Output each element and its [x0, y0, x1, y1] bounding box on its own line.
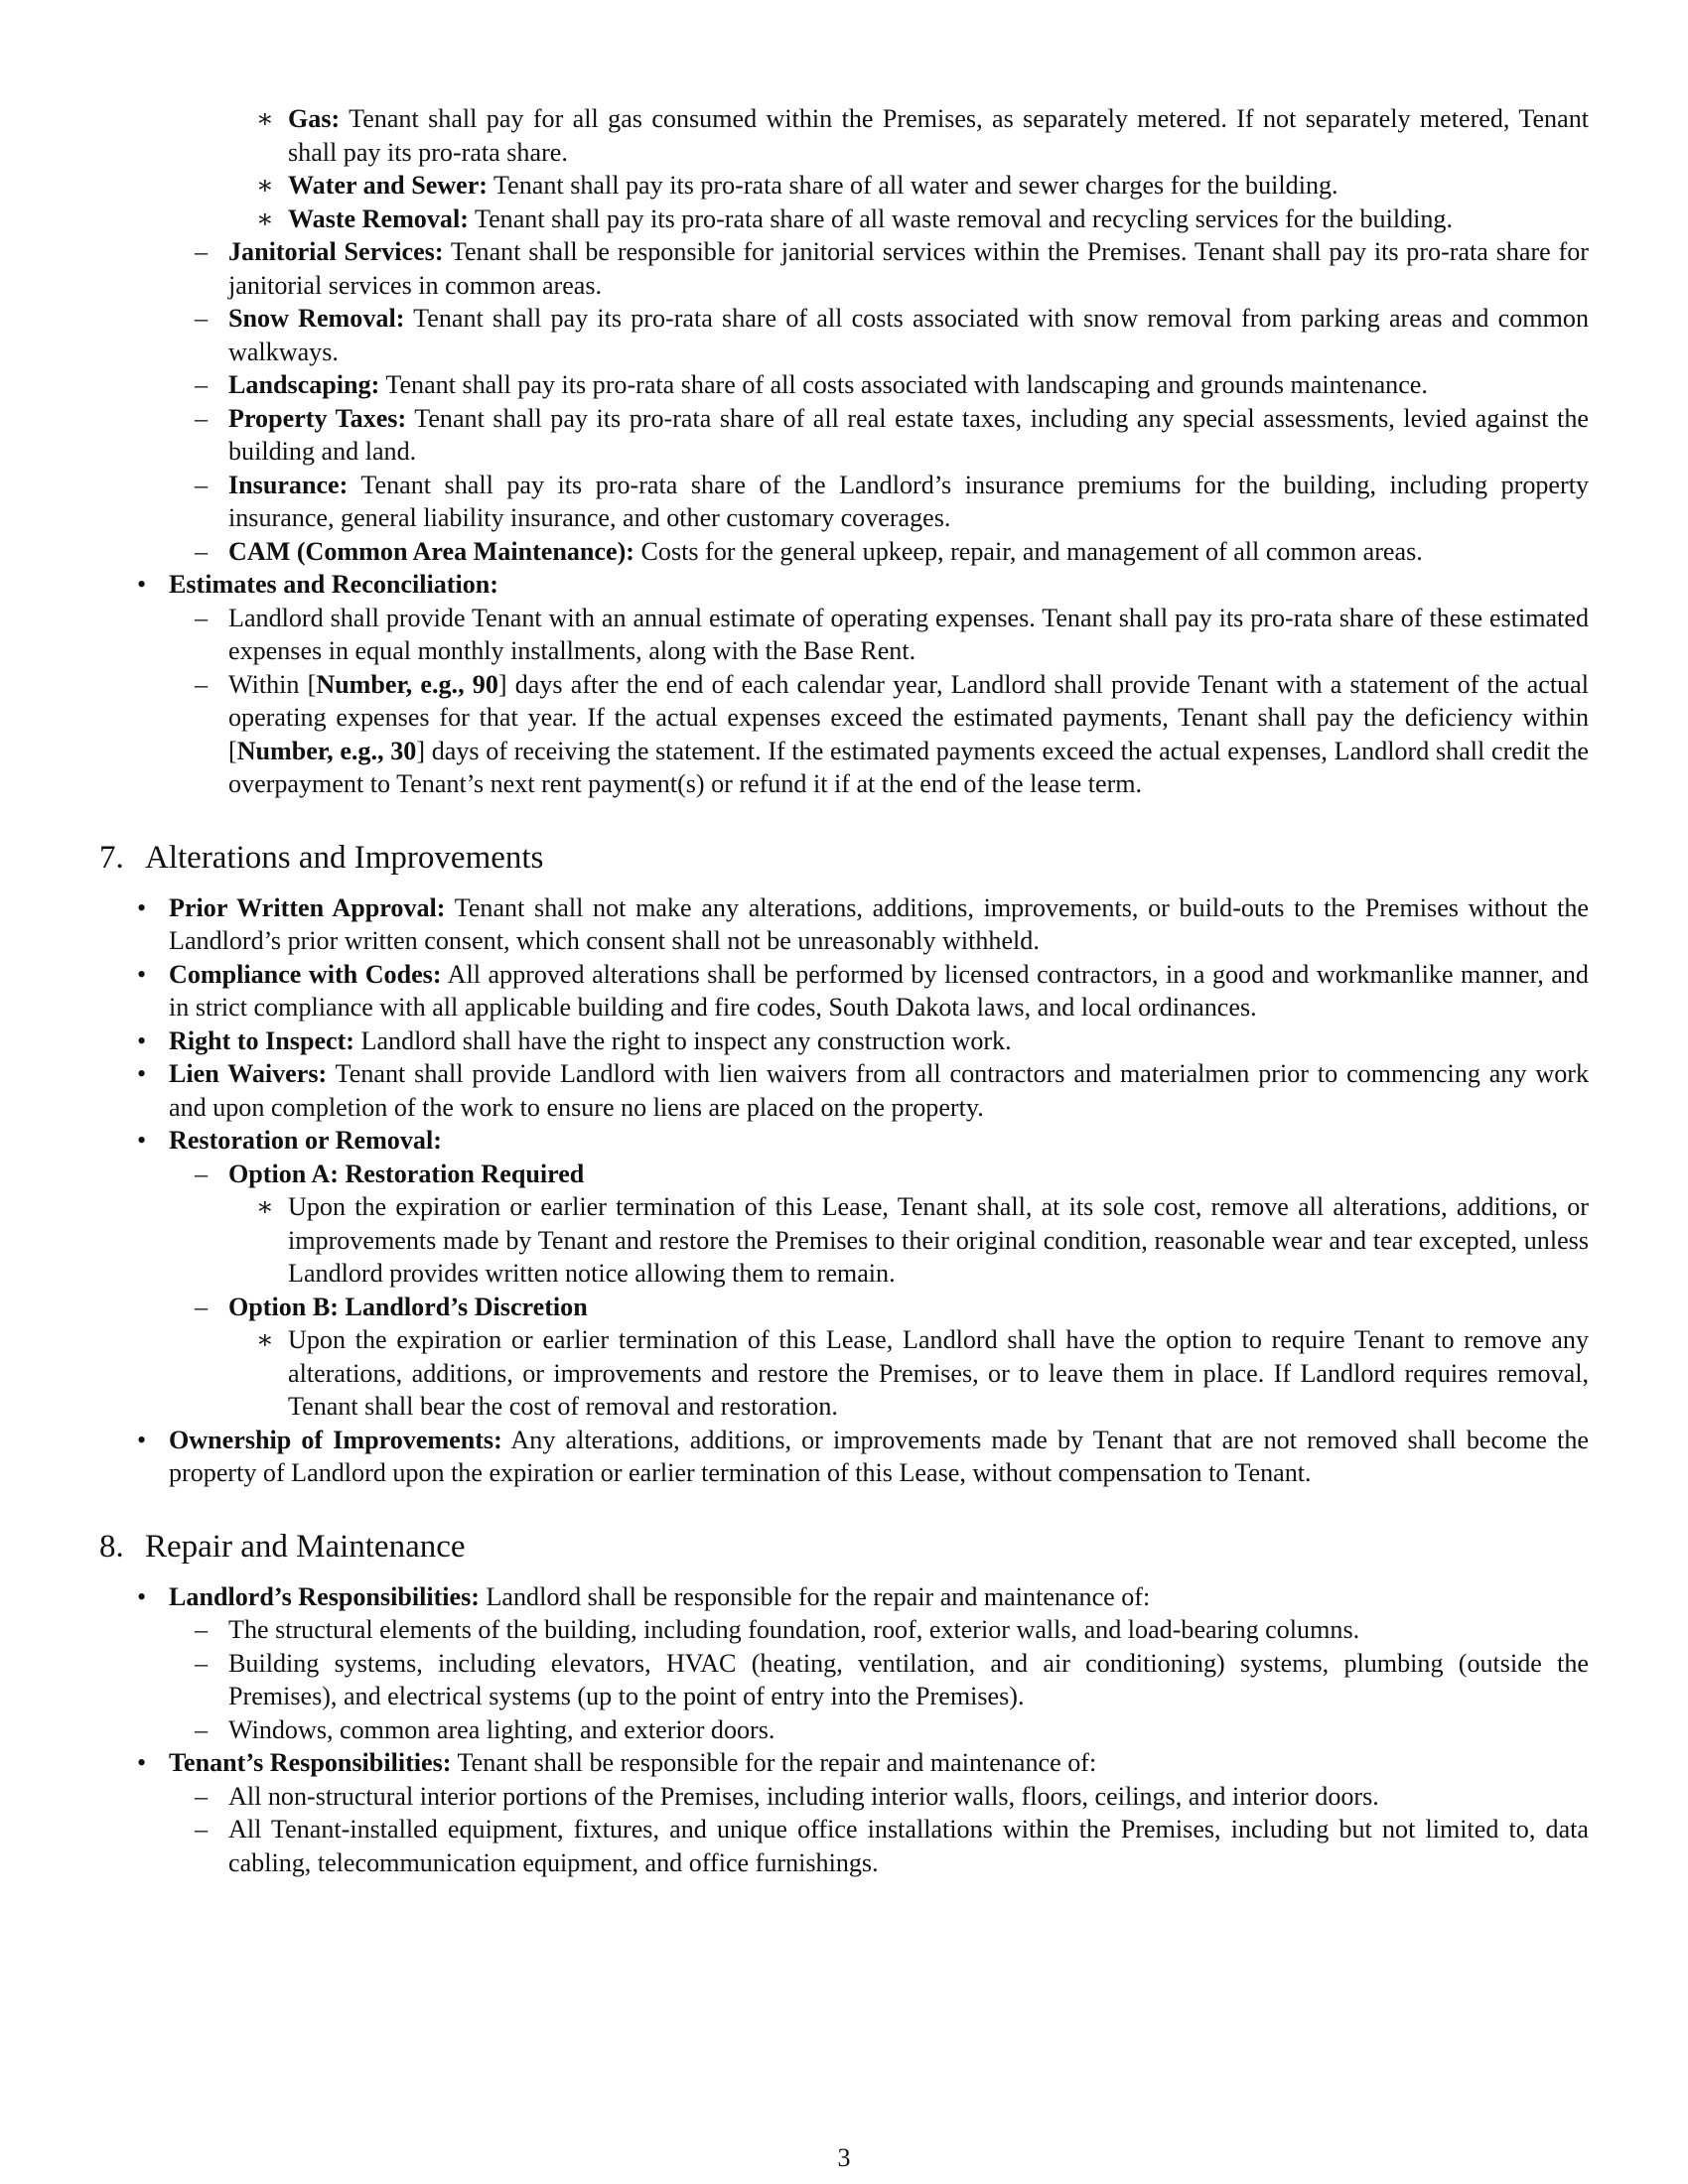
list-item: • Tenant’s Responsibilities: Tenant shall be responsible for the repair and maintenance of: – All non-structural interior portions of the Premises, including interior walls, floors, ceilings, and interior doors. – All Tenant-installed equipment, fixtures, and unique office installations within the Premises, including but not limited to, data cabling, telecommunication equipment, and office furnishings. [99, 1746, 1589, 1879]
section-heading: 7. Alterations and Improvements [99, 839, 544, 876]
section-7-list [99, 891, 1589, 1490]
list-item: – Property Taxes: Tenant shall pay its pro-rata share of all real estate taxes, including any special assessments, levied against the building and land. [169, 402, 1589, 469]
section-heading: 8. Repair and Maintenance [99, 1528, 466, 1565]
list-item: • Ownership of Improvements: Any alterations, additions, or improvements made by Tenant that are not removed shall become the property of Landlord upon the expiration or earlier termination of this Lease, without compensation to Tenant. [99, 1424, 1589, 1490]
section-8-list [99, 1580, 1589, 1880]
list-item: – Building systems, including elevators, HVAC (heating, ventilation, and air conditioning) systems, plumbing (outside the Premises), and electrical systems (up to the point of entry into the Premises). [169, 1647, 1589, 1713]
tenant-responsibilities [169, 1780, 1589, 1880]
estimates-list [99, 568, 1589, 801]
utilities-list [228, 102, 1589, 235]
list-item: – The structural elements of the building, including foundation, roof, exterior walls, and load-bearing columns. [169, 1613, 1589, 1647]
list-item: – Option B: Landlord’s Discretion ∗ Upon the expiration or earlier termination of this Lease, Landlord shall have the option to require Tenant to remove any alterations, additions, or improvements and restore the Premises, or to leave them in place. If Landlord requires removal, Tenant shall bear the cost of removal and restoration. [169, 1291, 1589, 1424]
option-b-details [228, 1323, 1589, 1424]
list-item: – Janitorial Services: Tenant shall be responsible for janitorial services within the Premises. Tenant shall pay its pro-rata share for janitorial services in common areas. [169, 235, 1589, 302]
list-item: ∗ Water and Sewer: Tenant shall pay its pro-rata share of all water and sewer charges for the building. [228, 169, 1589, 203]
list-item: – Insurance: Tenant shall pay its pro-rata share of the Landlord’s insurance premiums for the building, including property insurance, general liability insurance, and other customary coverages. [169, 469, 1589, 535]
estimates-sublist [169, 602, 1589, 801]
list-item: ∗ Waste Removal: Tenant shall pay its pro-rata share of all waste removal and recycling services for the building. [228, 203, 1589, 236]
list-item: • Right to Inspect: Landlord shall have the right to inspect any construction work. [99, 1024, 1589, 1058]
restoration-options [169, 1158, 1589, 1424]
list-item: ∗ Upon the expiration or earlier termination of this Lease, Landlord shall have the option to require Tenant to remove any alterations, additions, or improvements and restore the Premises, or to leave them in place. If Landlord requires removal, Tenant shall bear the cost of removal and restoration. [228, 1323, 1589, 1424]
list-item: – Windows, common area lighting, and exterior doors. [169, 1713, 1589, 1747]
list-item: • Estimates and Reconciliation: – Landlord shall provide Tenant with an annual estimate of operating expenses. Tenant shall pay its pro-rata share of these estimated expenses in equal monthly installments, along with the Base Rent. – Within [Number, e.g., 90] days after the end of each calendar year, Landlord shall provide Tenant with a statement of the actual operating expenses for that year. If the actual expenses exceed the estimated payments, Tenant shall pay the deficiency within [Number, e.g., 30] days of receiving the statement. If the estimated payments exceed the actual expenses, Landlord shall credit the overpayment to Tenant’s next rent payment(s) or refund it if at the end of the lease term. [99, 568, 1589, 801]
list-item: – Option A: Restoration Required ∗ Upon the expiration or earlier termination of this Lease, Tenant shall, at its sole cost, remove all alterations, additions, or improvements made by Tenant and restore the Premises to their original condition, reasonable wear and tear excepted, unless Landlord provides written notice allowing them to remain. [169, 1158, 1589, 1291]
list-item: • Landlord’s Responsibilities: Landlord shall be responsible for the repair and maintenance of: – The structural elements of the building, including foundation, roof, exterior walls, and load-bearing columns. – Building systems, including elevators, HVAC (heating, ventilation, and air conditioning) systems, plumbing (outside the Premises), and electrical systems (up to the point of entry into the Premises). – Windows, common area lighting, and exterior doors. [99, 1580, 1589, 1747]
page-number: 3 [837, 2143, 851, 2172]
list-item: • Lien Waivers: Tenant shall provide Landlord with lien waivers from all contractors and materialmen prior to commencing any work and upon completion of the work to ensure no liens are placed on the property. [99, 1057, 1589, 1124]
list-item: – Landscaping: Tenant shall pay its pro-rata share of all costs associated with landscaping and grounds maintenance. [169, 368, 1589, 402]
list-item: ∗ Upon the expiration or earlier termination of this Lease, Tenant shall, at its sole cost, remove all alterations, additions, or improvements made by Tenant and restore the Premises to their original condition, reasonable wear and tear excepted, unless Landlord provides written notice allowing them to remain. [228, 1190, 1589, 1291]
list-item: – CAM (Common Area Maintenance): Costs for the general upkeep, repair, and management of all common areas. [169, 535, 1589, 569]
option-a-details [228, 1190, 1589, 1291]
list-item: • Compliance with Codes: All approved alterations shall be performed by licensed contractors, in a good and workmanlike manner, and in strict compliance with all applicable building and fire codes, South Dakota laws, and local ordinances. [99, 958, 1589, 1024]
list-item: • Restoration or Removal: – Option A: Restoration Required ∗ Upon the expiration or earlier termination of this Lease, Tenant shall, at its sole cost, remove all alterations, additions, or improvements made by Tenant and restore the Premises to their original condition, reasonable wear and tear excepted, unless Landlord provides written notice allowing them to remain. – Option B: Landlord’s Discretion ∗ Upon the expiration or earlier termination of this Lease, Landlord shall have the option to require Tenant to remove any alterations, additions, or improvements and restore the Premises, or to leave them in place. If Landlord requires removal, Tenant shall bear the cost of removal and restoration. [99, 1124, 1589, 1424]
list-item: – Snow Removal: Tenant shall pay its pro-rata share of all costs associated with snow removal from parking areas and common walkways. [169, 302, 1589, 368]
list-item: – Landlord shall provide Tenant with an annual estimate of operating expenses. Tenant shall pay its pro-rata share of these estimated expenses in equal monthly installments, along with the Base Rent. [169, 602, 1589, 668]
document-page [99, 102, 1589, 1879]
list-item: – All Tenant-installed equipment, fixtures, and unique office installations within the Premises, including but not limited to, data cabling, telecommunication equipment, and office furnishings. [169, 1813, 1589, 1879]
landlord-responsibilities [169, 1613, 1589, 1746]
operating-expenses-list [169, 235, 1589, 568]
list-item: • Prior Written Approval: Tenant shall not make any alterations, additions, improvements, or build-outs to the Premises without the Landlord’s prior written consent, which consent shall not be unreasonably withheld. [99, 891, 1589, 958]
list-item: – All non-structural interior portions of the Premises, including interior walls, floors, ceilings, and interior doors. [169, 1780, 1589, 1814]
list-item: ∗ Gas: Tenant shall pay for all gas consumed within the Premises, as separately metered. If not separately metered, Tenant shall pay its pro-rata share. [228, 102, 1589, 169]
list-item: – Within [Number, e.g., 90] days after the end of each calendar year, Landlord shall provide Tenant with a statement of the actual operating expenses for that year. If the actual expenses exceed the estimated payments, Tenant shall pay the deficiency within [Number, e.g., 30] days of receiving the statement. If the estimated payments exceed the actual expenses, Landlord shall credit the overpayment to Tenant’s next rent payment(s) or refund it if at the end of the lease term. [169, 668, 1589, 801]
